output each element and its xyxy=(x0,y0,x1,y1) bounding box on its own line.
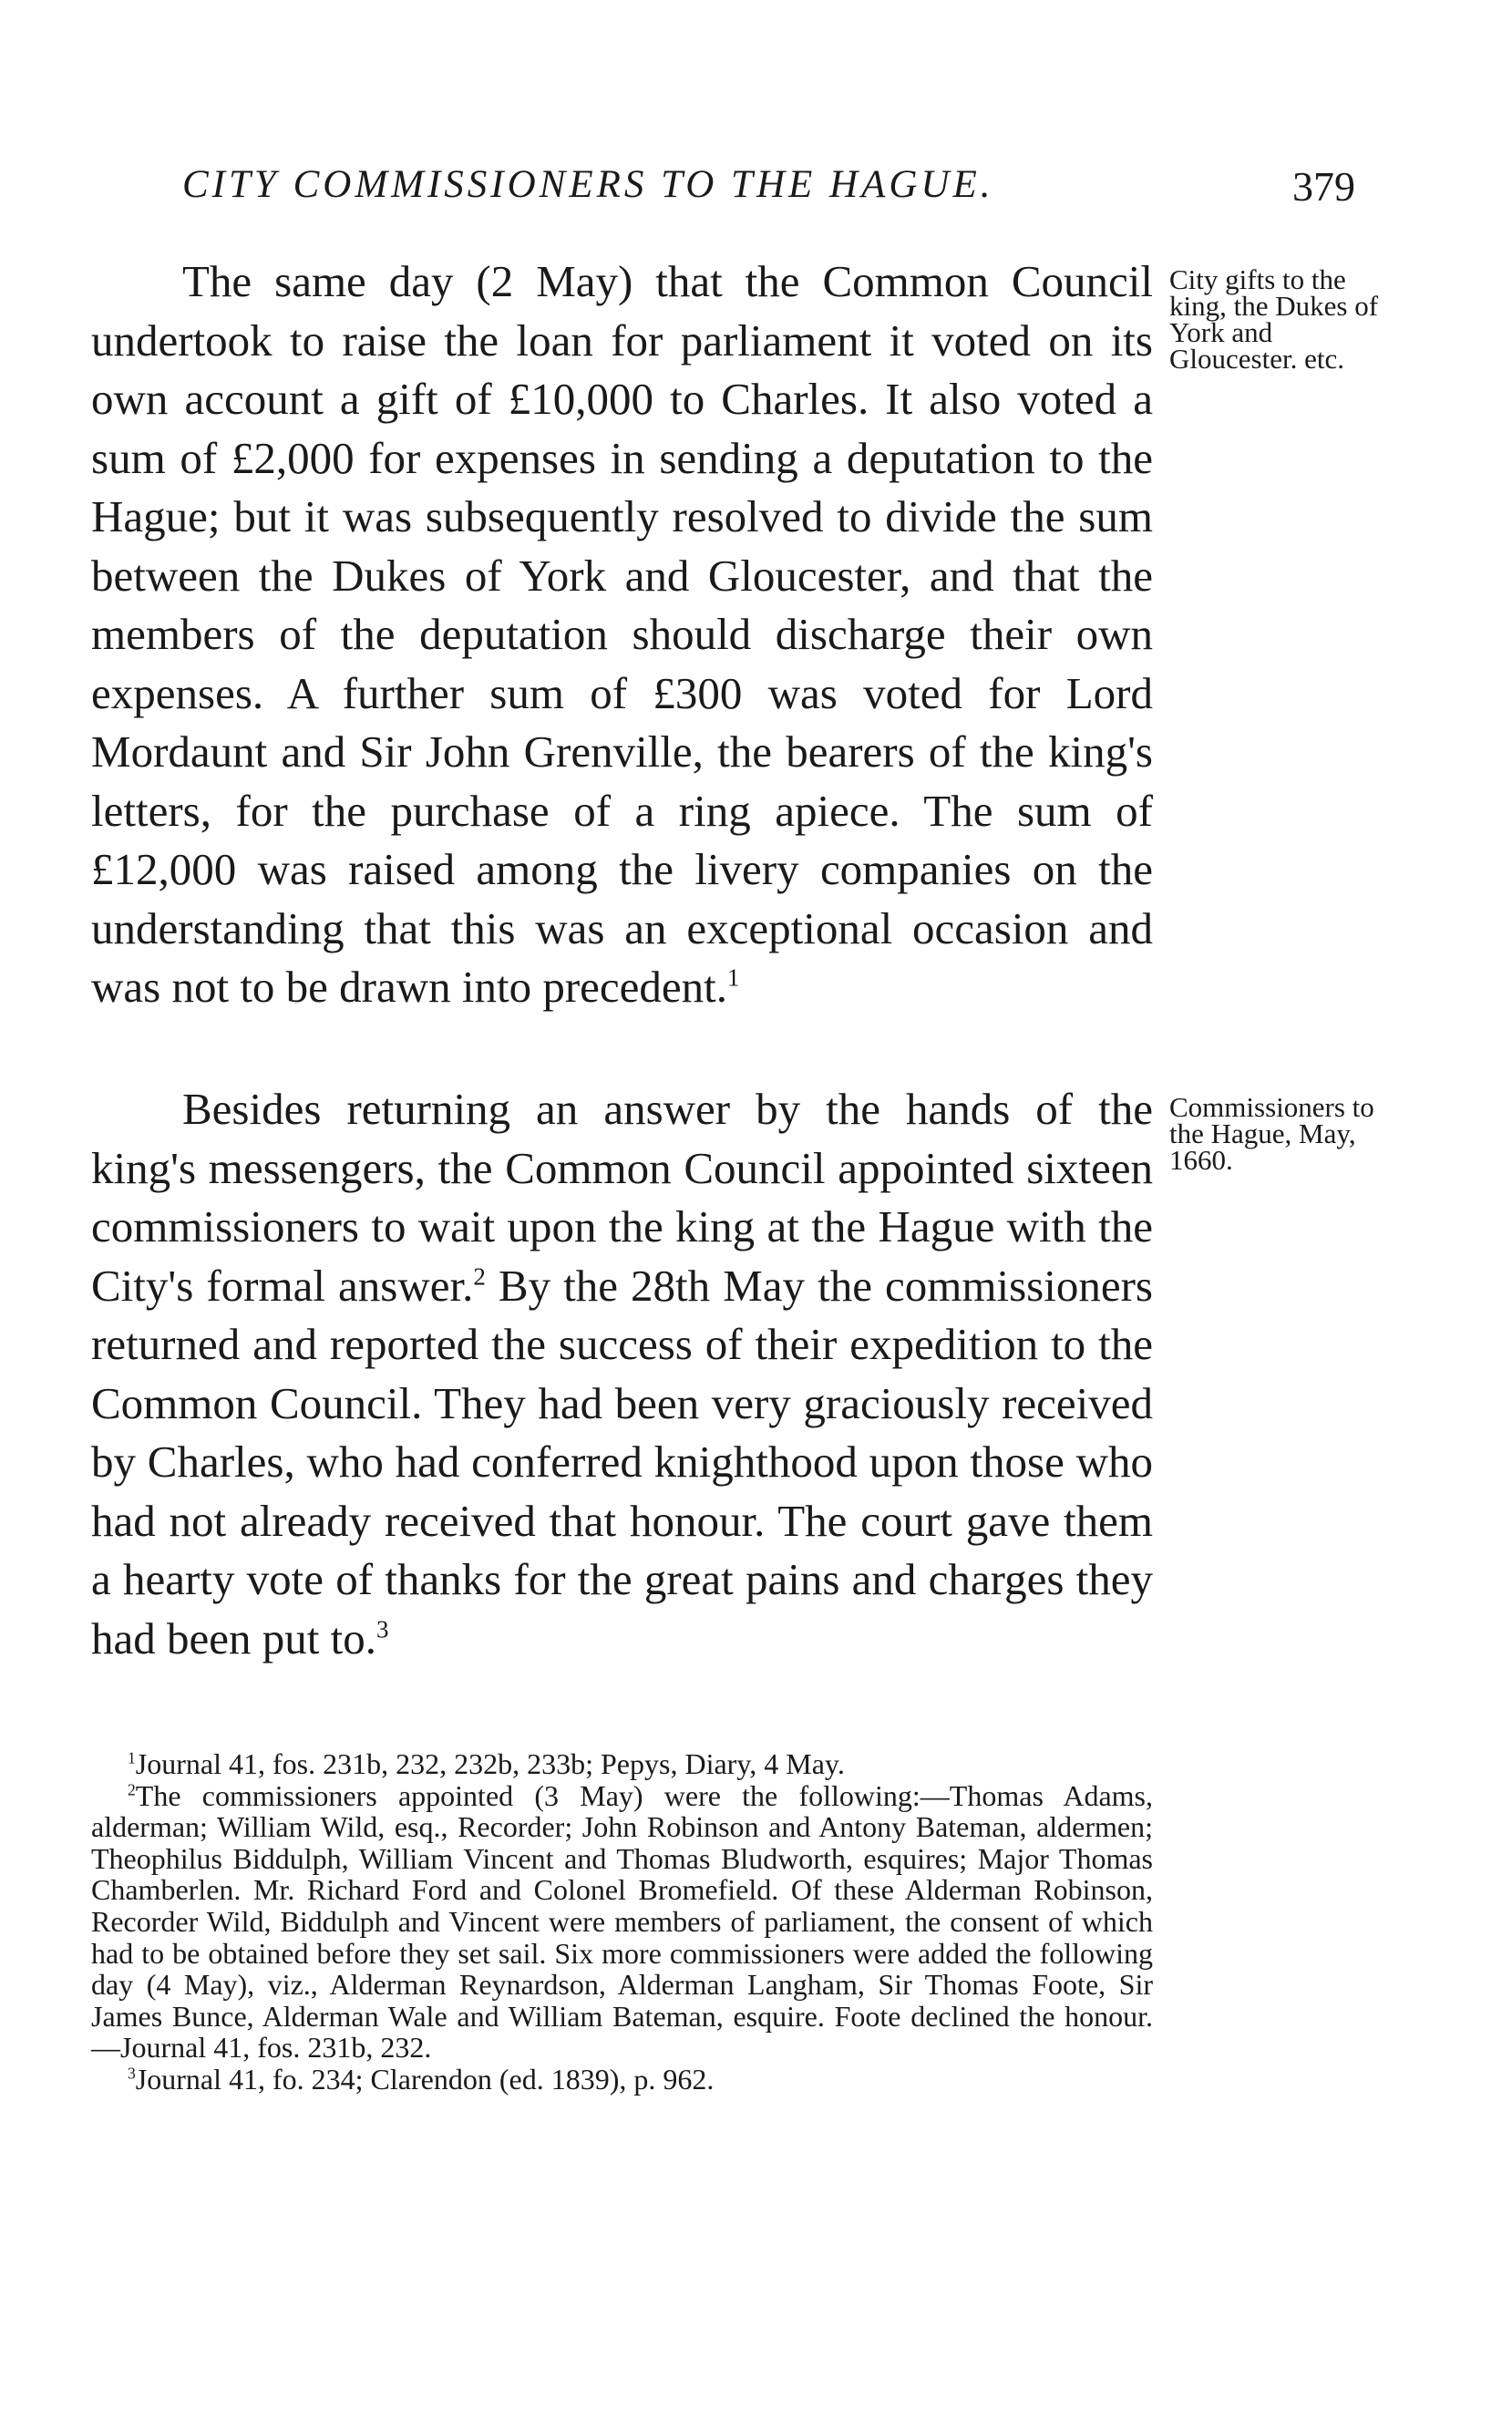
footnote-3 xyxy=(91,2064,1153,2096)
footnote-text: Journal 41, fo. 234; Clarendon (ed. 1839), p. 962. xyxy=(135,2062,715,2096)
sidenote-city-gifts: City gifts to the king, the Dukes of York and Gloucester. etc. xyxy=(1169,263,1379,375)
paragraph-text: Besides returning an answer by the hands of the king's messengers, the Common Council appointed sixteen commissioners to wait upon the king at the Hague with the City's formal answer. xyxy=(91,1084,1153,1311)
running-title: CITY COMMISSIONERS TO THE HAGUE. xyxy=(182,163,994,206)
page-number: 379 xyxy=(1292,163,1355,210)
paragraph-text: By the 28th May the commissioners returned and reported the success of their expedition to the Common Council. They had been very graciously received by Charles, who had conferred knighthood upon those who had not already received that honour. The court gave them a hearty vote of thanks for the great pains and charges they had been put to. xyxy=(91,1260,1153,1663)
footnote-text: The commissioners appointed (3 May) were the following:—Thomas Adams, alderman; William Wild, esq., Recorder; John Robinson and Antony Bateman, aldermen; Theophilus Biddulph, William Vincent and Thomas Bludworth, esquires; Major Thomas Chamberlen. Mr. Richard Ford and Colonel Bromefield. Of these Alderman Robinson, Recorder Wild, Biddulph and Vincent were members of parliament, the consent of which had to be obtained before they set sail. Six more commissioners were added the following day (4 May), viz., Alderman Reynardson, Alderman Langham, Sir Thomas Foote, Sir James Bunce, Alderman Wale and William Bateman, esquire. Foote declined the honour.—Journal 41, fos. 231b, 232. xyxy=(91,1778,1153,2065)
body-paragraph-2 xyxy=(91,1080,1153,1668)
footnote-marker: 2 xyxy=(128,1779,136,1798)
body-paragraph-1 xyxy=(91,252,1153,1017)
footnote-text: Journal 41, fos. 231b, 232, 232b, 233b; Pepys, Diary, 4 May. xyxy=(135,1747,845,1780)
footnote-reference[interactable]: 1 xyxy=(727,963,740,992)
footnote-reference[interactable]: 3 xyxy=(375,1615,389,1643)
footnote-reference[interactable]: 2 xyxy=(473,1262,486,1291)
footnote-marker: 3 xyxy=(128,2064,136,2083)
footnote-1 xyxy=(91,1748,1153,1780)
footnote-2 xyxy=(91,1780,1153,2064)
footnotes xyxy=(91,1748,1153,2096)
paragraph-text: The same day (2 May) that the Common Council undertook to raise the loan for parliament it voted on its own account a gift of £10,000 to Charles. It also voted a sum of £2,000 for expenses in sending a deputation to the Hague; but it was subsequently resolved to divide the sum between the Dukes of York and Gloucester, and that the members of the deputation should discharge their own expenses. A further sum of £300 was voted for Lord Mordaunt and Sir John Grenville, the bearers of the king's letters, for the purchase of a ring apiece. The sum of £12,000 was raised among the livery companies on the understanding that this was an exceptional occasion and was not to be drawn into precedent. xyxy=(91,256,1153,1012)
sidenote-commissioners: Commissioners to the Hague, May, 1660. xyxy=(1169,1091,1374,1176)
footnote-marker: 1 xyxy=(128,1748,136,1767)
